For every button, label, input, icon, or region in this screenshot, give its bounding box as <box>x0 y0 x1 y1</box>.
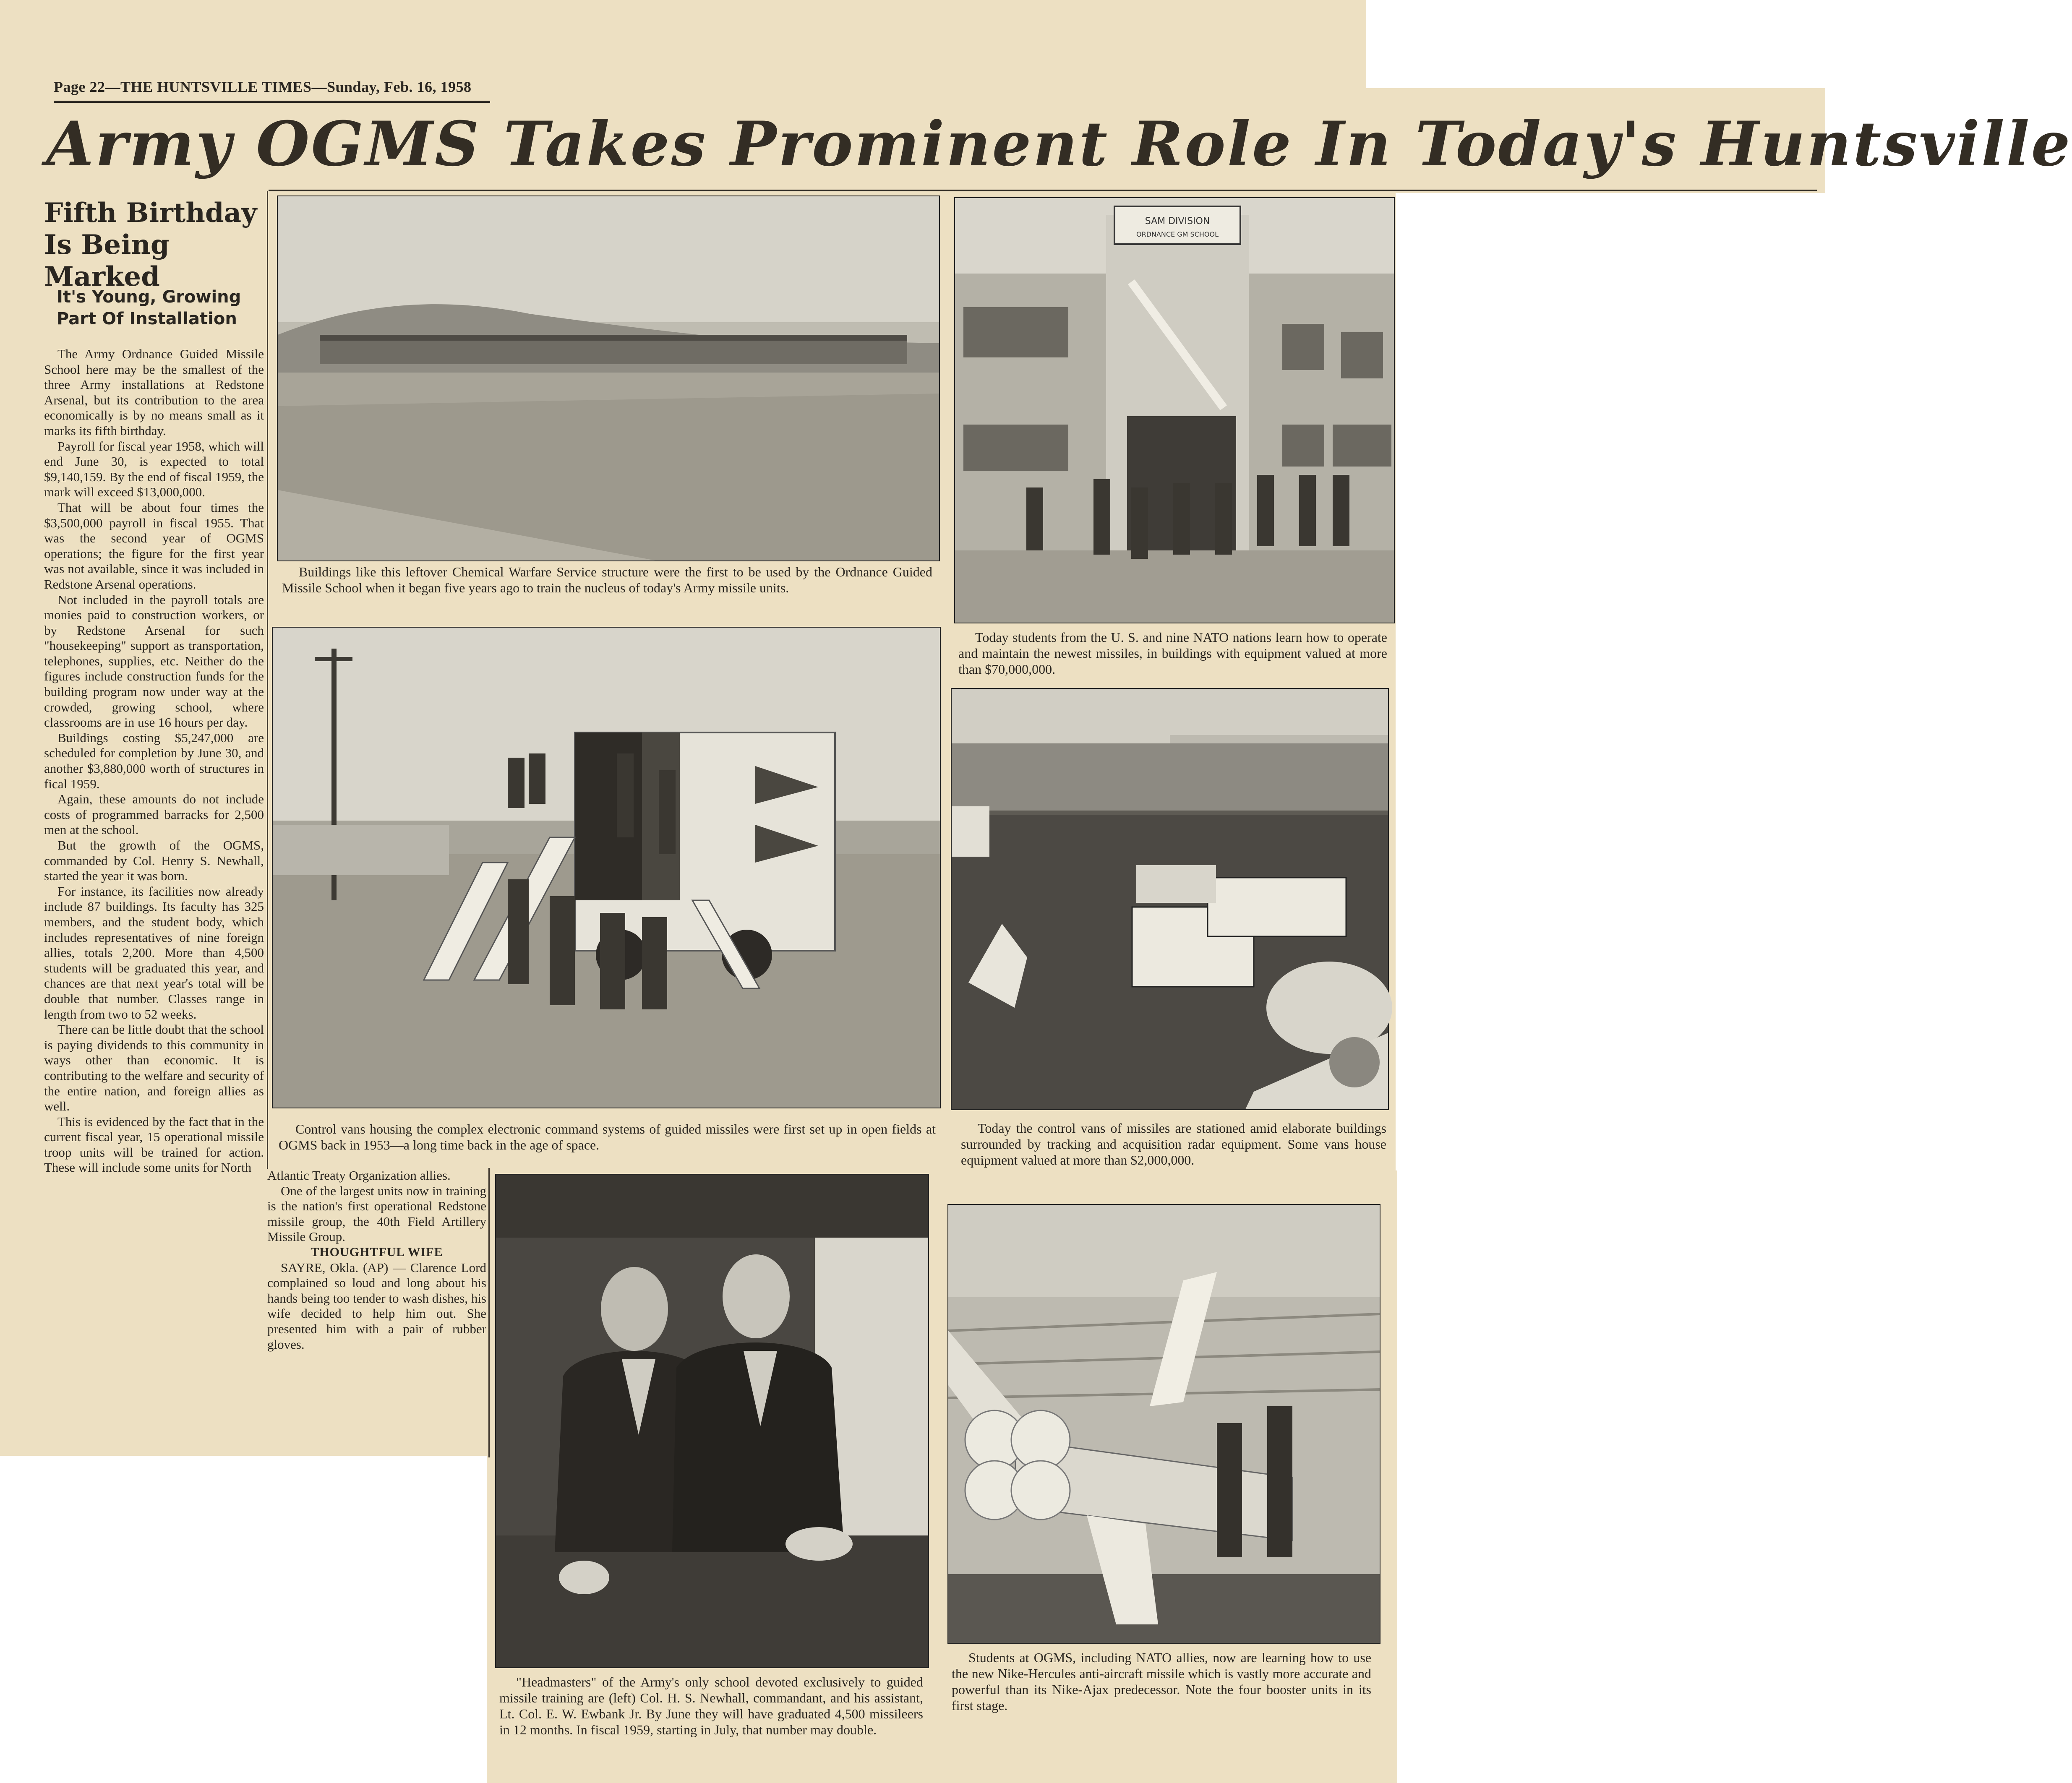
article-paragraph: This is evidenced by the fact that in the current fiscal year, 15 operational missile troop units will be trained for action. These will include some units for North <box>44 1114 264 1175</box>
headmasters-photo <box>495 1174 929 1668</box>
barracks-caption <box>282 564 932 596</box>
article-paragraph: Payroll for fiscal year 1958, which will end June 30, is expected to total $9,140,159. By the end of fiscal 1959, the mark will exceed $13,000,000. <box>44 438 264 500</box>
article-paragraph: Not included in the payroll totals are monies paid to construction workers, or by Redstone Arsenal for such "housekeeping" support as transportation, telephones, supplies, etc. Neither do the figures include construction funds for the building program now under way at the crowded, growing school, where classrooms are in use 16 hours per day. <box>44 592 264 730</box>
school-building-caption-text: Today students from the U. S. and nine NATO nations learn how to operate and maintain the newest missiles, in buildings with equipment valued at more than $70,000,000. <box>958 630 1387 677</box>
nike-hercules-caption-text: Students at OGMS, including NATO allies, now are learning how to use the new Nike-Hercules anti-aircraft missile which is vastly more accurate and powerful than its Nike-Ajax predecessor. Note the four booster units in its first stage. <box>952 1650 1371 1713</box>
article-body-column-2 <box>267 1168 486 1352</box>
deck-line-1: It's Young, Growing <box>57 287 241 307</box>
column-rule-left <box>267 191 268 1169</box>
school-sign-line-2: ORDNANCE GM SCHOOL <box>1136 230 1219 238</box>
dateline: Page 22—THE HUNTSVILLE TIMES—Sunday, Feb. 16, 1958 <box>54 78 472 95</box>
banner-rule <box>269 190 1817 191</box>
school-building-caption <box>958 629 1387 677</box>
article-paragraph: Buildings costing $5,247,000 are scheduled for completion by June 30, and another $3,880,000 worth of structures in fical 1959. <box>44 730 264 791</box>
article-paragraph: But the growth of the OGMS, commanded by Col. Henry S. Newhall, started the year it was born. <box>44 838 264 884</box>
sidebar-title: THOUGHTFUL WIFE <box>311 1245 443 1259</box>
nike-hercules-photo <box>947 1204 1380 1644</box>
dateline-rule <box>54 101 490 103</box>
article-paragraph: The Army Ordnance Guided Missile School here may be the smallest of the three Army installations at Redstone Arsenal, but its contribution to the area economically is by no means small as it marks its fifth birthday. <box>44 347 264 438</box>
article-paragraph: There can be little doubt that the school is paying dividends to this community in ways other than economic. It is contributing to the welfare and security of the entire nation, and foreign allies as well. <box>44 1022 264 1114</box>
article-paragraph: That will be about four times the $3,500,000 payroll in fiscal 1955. That was the second year of OGMS operations; the figure for the first year was not available, since it was included in Redstone Arsenal operations. <box>44 500 264 592</box>
nike-hercules-caption <box>952 1650 1371 1713</box>
article-headline <box>44 197 262 293</box>
control-vans-now-caption <box>961 1120 1386 1168</box>
headline-line-2: Is Being Marked <box>44 229 170 292</box>
headmasters-caption <box>499 1674 923 1738</box>
deck-line-2: Part Of Installation <box>57 309 237 328</box>
control-vans-now-photo <box>951 688 1389 1110</box>
control-vans-now-caption-text: Today the control vans of missiles are stationed amid elaborate buildings surrounded by tracking and acquisition radar equipment. Some vans house equipment valued at more than $2,000,000. <box>961 1121 1386 1168</box>
article-paragraph: Again, these amounts do not include costs of programmed barracks for 2,500 men at the school. <box>44 792 264 837</box>
article-deck <box>57 286 254 330</box>
article-body-column-1 <box>44 347 264 1176</box>
article-paragraph-continued: One of the largest units now in training is the nation's first operational Redstone missile group, the 40th Field Artillery Missile Group. <box>267 1183 486 1244</box>
headmasters-caption-text: "Headmasters" of the Army's only school devoted exclusively to guided missile training are (left) Col. H. S. Newhall, commandant, and his assistant, Lt. Col. E. W. Ewbank Jr. By June they will have graduated 4,500 missileers in 12 months. In fiscal 1959, starting in July, that number may double. <box>499 1674 923 1737</box>
article-paragraph-continued: Atlantic Treaty Organization allies. <box>267 1168 451 1183</box>
article-paragraph: For instance, its facilities now already include 87 buildings. Its faculty has 325 members, and the student body, which includes representatives of nine foreign allies, totals 2,200. More than 4,500 students will be graduated this year, and chances are that next year's total will be double that number. Classes range in length from two to 52 weeks. <box>44 884 264 1022</box>
school-building-photo <box>954 197 1395 623</box>
barracks-caption-text: Buildings like this leftover Chemical Warfare Service structure were the first to be used by the Ordnance Guided Missile School when it began five years ago to train the nucleus of today's Army missile units. <box>282 564 932 595</box>
control-vans-field-caption-text: Control vans housing the complex electronic command systems of guided missiles were first set up in open fields at OGMS back in 1953—a long time back in the age of space. <box>279 1121 936 1152</box>
school-sign-line-1: SAM DIVISION <box>1145 216 1210 227</box>
sidebar-text: SAYRE, Okla. (AP) — Clarence Lord complained so loud and long about his hands being too tender to wash dishes, his wife decided to help him out. She presented him with a pair of rubber gloves. <box>267 1260 486 1352</box>
column-rule-lower <box>488 1168 490 1457</box>
barracks-photo <box>277 196 940 561</box>
headline-line-1: Fifth Birthday <box>44 197 257 229</box>
control-vans-field-caption <box>279 1121 936 1153</box>
banner-headline: Army OGMS Takes Prominent Role In Today's Huntsville <box>46 108 2072 180</box>
control-vans-field-photo <box>272 627 941 1108</box>
